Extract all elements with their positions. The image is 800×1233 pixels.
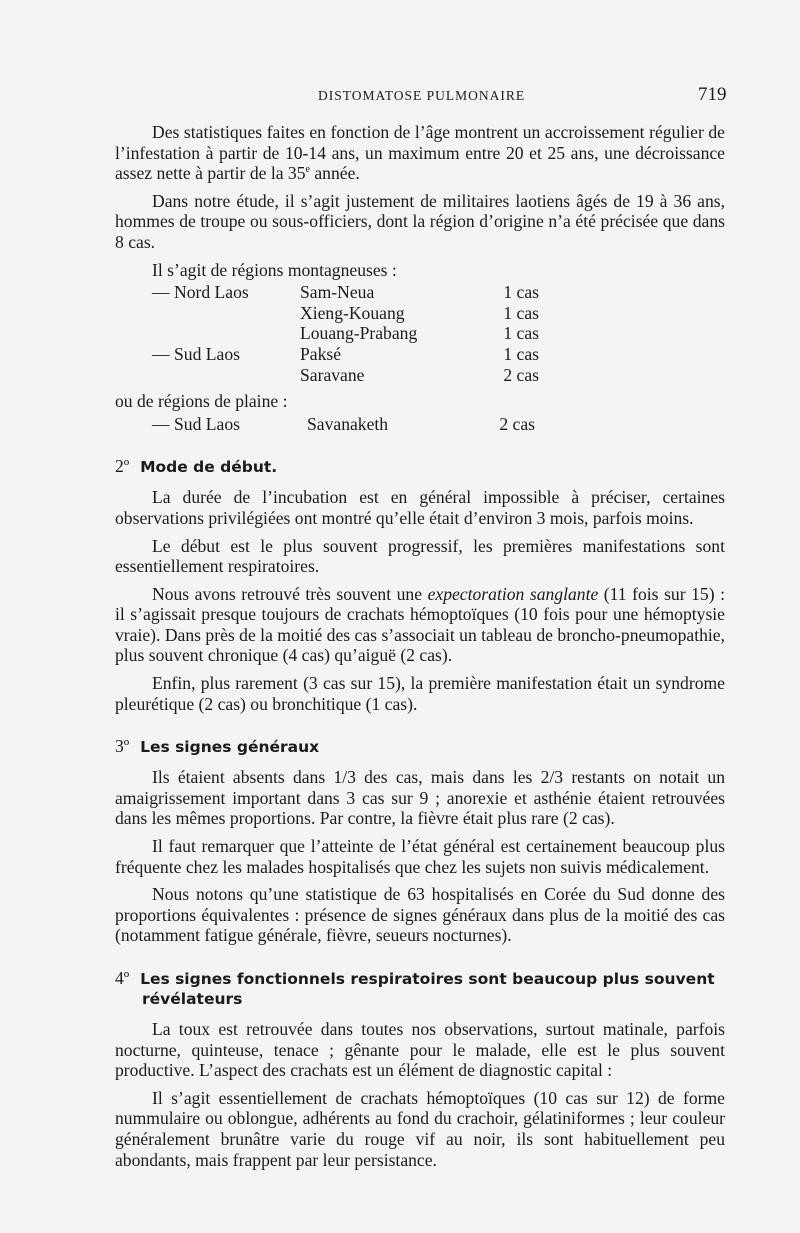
paragraph-text: (11 fois sur 15) : il s’agissait presque toujours de crachats hémoptoïques (10 fois pour une hémoptysie vraie). Dans près de la moitié des cas s’associait un tableau de broncho-pneumopathie, plus souvent chronique (4 cas) qu’aiguë (2 cas). — [115, 583, 725, 666]
region-label: — Sud Laos — [152, 343, 240, 364]
paragraph-korea-statistics: Nous notons qu’une statistique de 63 hospitalisés en Corée du Sud donne des proportions équivalentes : présence de signes généraux dans plus de la moitié des cas (notamment fatigue générale, fièvre, seueurs nocturnes). — [115, 884, 725, 946]
list-item — [115, 414, 725, 435]
list-item — [115, 323, 725, 344]
paragraph-age-statistics — [115, 122, 725, 184]
paragraph-hospitalized: Il faut remarquer que l’atteinte de l’état général est certainement beaucoup plus fréquente chez les malades hospitalisés que chez les sujets non suivis médicalement. — [115, 836, 725, 877]
page-header — [0, 84, 800, 108]
paragraph-pleuritic-syndrome: Enfin, plus rarement (3 cas sur 15), la première manifestation était un syndrome pleurétique (2 cas) ou bronchitique (1 cas). — [115, 673, 725, 714]
paragraph-plain-intro: ou de régions de plaine : — [115, 391, 288, 412]
city-label: Saravane — [300, 364, 365, 385]
paragraph-sputum: Il s’agit essentiellement de crachats hémoptoïques (10 cas sur 12) de forme nummulaire ou oblongue, adhérents au fond du crachoir, gélatiniformes ; leur couleur généralement brunâtre varie du rouge vif au noir, ils sont habituellement peu abondants, mais frappent par leur persistance. — [115, 1087, 725, 1170]
paragraph-study-population: Dans notre étude, il s’agit justement de militaires laotiens âgés de 19 à 36 ans, hommes de troupe ou sous-officiers, dont la région d’origine n’a été précisée que dans 8 cas. — [115, 190, 725, 252]
paragraph-progressive-onset: Le début est le plus souvent progressif, les premières manifestations sont essentiellement respiratoires. — [115, 535, 725, 577]
section-number: 2º — [115, 456, 130, 477]
plain-region-list — [115, 414, 725, 435]
city-label: Paksé — [300, 343, 342, 364]
section-heading-general-signs — [115, 736, 725, 757]
list-item — [115, 282, 725, 303]
case-count: 2 cas — [503, 364, 539, 385]
list-item — [115, 344, 725, 365]
paragraph-bloody-expectoration — [115, 584, 725, 666]
city-label: Savanaketh — [307, 413, 389, 434]
city-label: Xieng-Kouang — [300, 302, 405, 323]
page-number: 719 — [698, 84, 727, 105]
section-number: 4º — [115, 968, 130, 988]
emphasis-text: expectoration sanglante — [427, 583, 599, 604]
superscript: e — [305, 164, 310, 176]
region-label: — Sud Laos — [152, 413, 240, 434]
list-item — [115, 365, 725, 386]
paragraph-mountain-intro: Il s’agit de régions montagneuses : — [152, 259, 397, 280]
running-title: DISTOMATOSE PULMONAIRE — [318, 88, 526, 103]
body-text — [115, 122, 725, 1177]
section-number: 3º — [115, 736, 130, 757]
paragraph-incubation: La durée de l’incubation est en général impossible à préciser, certaines observations privilégiées ont montré qu’elle était d’environ 3 mois, parfois moins. — [115, 487, 725, 528]
section-title: Mode de début. — [140, 458, 278, 477]
section-title: Les signes généraux — [140, 738, 320, 757]
case-count: 1 cas — [503, 282, 539, 303]
paragraph-cough: La toux est retrouvée dans toutes nos observations, surtout matinale, parfois nocturne, quinteuse, tenace ; gênante pour le malade, elle est le plus souvent productive. L’aspect des crachats est un élément de diagnostic capital : — [115, 1019, 725, 1081]
paragraph-text: année. — [309, 163, 360, 184]
section-heading-respiratory-signs — [115, 968, 725, 1009]
city-label: Sam-Neua — [300, 282, 375, 303]
region-label: — Nord Laos — [152, 282, 249, 303]
paragraph-text: Des statistiques faites en fonction de l’âge montrent un accroissement régulier de l’infestation à partir de 10-14 ans, un maximum entre 20 et 25 ans, une décroissance assez nette à partir de la 35 — [115, 122, 725, 184]
section-heading-onset — [115, 456, 725, 477]
case-count: 2 cas — [499, 413, 535, 434]
case-count: 1 cas — [503, 343, 539, 364]
case-count: 1 cas — [503, 302, 539, 323]
city-label: Louang-Prabang — [300, 323, 418, 344]
list-item — [115, 303, 725, 324]
section-title: Les signes fonctionnels respiratoires sont beaucoup plus souvent révélateurs — [140, 970, 715, 1008]
case-count: 1 cas — [503, 323, 539, 344]
paragraph-text: Nous avons retrouvé très souvent une — [152, 583, 428, 604]
mountain-region-list — [115, 282, 725, 385]
paragraph-general-signs: Ils étaient absents dans 1/3 des cas, mais dans les 2/3 restants on notait un amaigrissement important dans 3 cas sur 9 ; anorexie et asthénie étaient retrouvées dans les mêmes proportions. Par contre, la fièvre était plus rare (2 cas). — [115, 767, 725, 829]
